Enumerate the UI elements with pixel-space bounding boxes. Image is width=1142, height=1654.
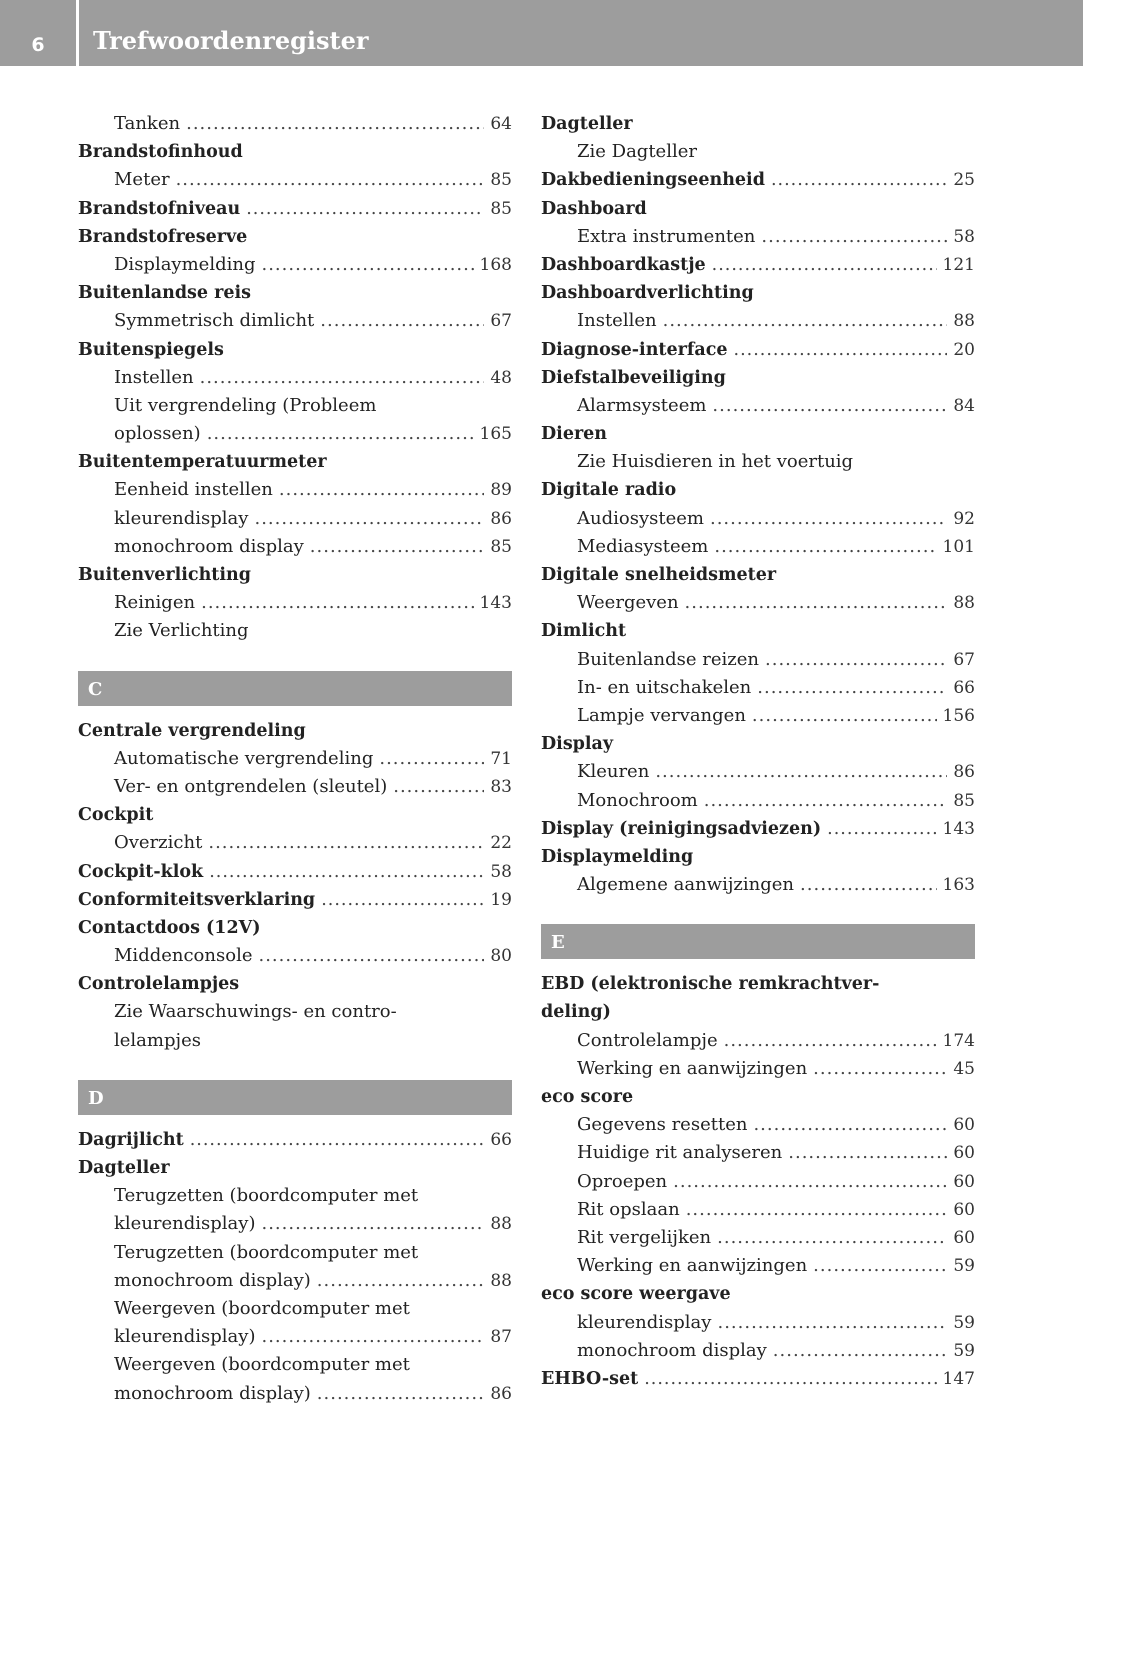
page-reference: 83 xyxy=(490,776,512,797)
entry-text: Kleuren xyxy=(577,761,650,783)
page-reference: 85 xyxy=(490,198,512,219)
index-subentry xyxy=(78,505,512,533)
index-subentry xyxy=(541,589,975,617)
dot-leader xyxy=(190,1126,484,1154)
page-reference: 85 xyxy=(490,170,512,191)
dot-leader xyxy=(717,1224,947,1252)
entry-text: Brandstofniveau xyxy=(78,198,241,219)
entry-text: Ver- en ontgrendelen (sleutel) xyxy=(114,775,388,797)
dot-leader xyxy=(800,871,937,899)
index-subentry xyxy=(541,646,975,674)
page-reference: 59 xyxy=(953,1312,975,1333)
page-reference: 88 xyxy=(953,593,975,614)
page-reference: 143 xyxy=(479,593,512,614)
dot-leader xyxy=(200,364,484,392)
index-subentry xyxy=(541,1224,975,1252)
entry-text: deling) xyxy=(541,1002,611,1023)
page-reference: 58 xyxy=(490,861,512,882)
dot-leader xyxy=(752,702,937,730)
index-subentry xyxy=(78,476,512,504)
index-entry xyxy=(78,138,512,166)
entry-text: Cockpit xyxy=(78,805,154,826)
index-entry xyxy=(541,110,975,138)
dot-leader xyxy=(712,251,937,279)
dot-leader xyxy=(714,533,936,561)
index-entry xyxy=(78,195,512,223)
index-subentry xyxy=(78,533,512,561)
entry-text: Zie Dagteller xyxy=(577,141,697,163)
section-letter-header: D xyxy=(78,1080,512,1115)
entry-text: Werking en aanwijzingen xyxy=(577,1057,808,1079)
page-reference: 60 xyxy=(953,1115,975,1136)
dot-leader xyxy=(320,307,484,335)
index-entry xyxy=(78,223,512,251)
index-subentry xyxy=(78,420,512,448)
entry-text: Dieren xyxy=(541,424,608,445)
dot-leader xyxy=(788,1139,947,1167)
entry-text: Buitenlandse reizen xyxy=(577,648,760,670)
index-entry xyxy=(78,561,512,589)
index-entry xyxy=(541,617,975,645)
index-entry xyxy=(541,561,975,589)
index-entry xyxy=(78,970,512,998)
page-reference: 92 xyxy=(953,508,975,529)
entry-text: Buitenverlichting xyxy=(78,565,251,585)
page-reference: 147 xyxy=(942,1368,975,1389)
page-reference: 174 xyxy=(942,1030,975,1051)
index-subentry xyxy=(541,1337,975,1365)
dot-leader xyxy=(279,476,484,504)
index-entry xyxy=(541,1083,975,1111)
dot-leader xyxy=(207,420,474,448)
index-subentry xyxy=(78,998,512,1026)
index-entry xyxy=(78,914,512,942)
index-subentry xyxy=(78,773,512,801)
page-reference: 59 xyxy=(953,1256,975,1277)
section-letter-header: C xyxy=(78,671,512,706)
page-reference: 22 xyxy=(490,833,512,854)
page-reference: 80 xyxy=(490,946,512,967)
index-entry xyxy=(541,970,975,998)
index-subentry xyxy=(78,1267,512,1295)
entry-text: Dagteller xyxy=(78,1158,170,1178)
dot-leader xyxy=(685,589,947,617)
index-entry xyxy=(78,1126,512,1154)
entry-text: Tanken xyxy=(114,113,181,134)
dot-leader xyxy=(261,251,473,279)
page-reference: 60 xyxy=(953,1199,975,1220)
entry-text: Diefstalbeveiliging xyxy=(541,367,726,388)
page-reference: 86 xyxy=(490,508,512,529)
index-subentry xyxy=(541,448,975,476)
index-subentry xyxy=(541,871,975,899)
entry-text: Audiosysteem xyxy=(577,507,704,529)
entry-text: Instellen xyxy=(577,310,657,332)
index-entry xyxy=(541,336,975,364)
page-reference: 67 xyxy=(490,311,512,332)
entry-text: Middenconsole xyxy=(114,945,253,967)
page-reference: 121 xyxy=(942,254,975,275)
page-reference: 19 xyxy=(490,889,512,910)
entry-text: Terugzetten (boordcomputer met xyxy=(114,1241,419,1263)
dot-leader xyxy=(765,646,947,674)
index-entry xyxy=(541,166,975,194)
entry-text: EHBO-set xyxy=(541,1368,639,1389)
index-subentry xyxy=(78,745,512,773)
index-subentry xyxy=(541,702,975,730)
index-column-right xyxy=(541,110,975,1393)
entry-text: Dakbedieningseenheid xyxy=(541,170,765,191)
entry-text: Terugzetten (boordcomputer met xyxy=(114,1185,419,1207)
page-reference: 101 xyxy=(942,536,975,557)
dot-leader xyxy=(310,533,484,561)
entry-text: eco score weergave xyxy=(541,1284,731,1305)
dot-leader xyxy=(317,1380,484,1408)
index-subentry xyxy=(541,1027,975,1055)
entry-text: kleurendisplay xyxy=(114,507,249,529)
dot-leader xyxy=(655,758,947,786)
dot-leader xyxy=(258,942,484,970)
index-subentry xyxy=(78,589,512,617)
index-entry xyxy=(78,801,512,829)
entry-text: Rit opslaan xyxy=(577,1198,680,1220)
dot-leader xyxy=(663,307,947,335)
dot-leader xyxy=(761,223,947,251)
header-divider xyxy=(76,0,79,66)
page-title: Trefwoordenregister xyxy=(93,26,369,55)
entry-text: Zie Waarschuwings- en contro- xyxy=(114,1001,397,1023)
index-subentry xyxy=(78,1380,512,1408)
entry-text: Lampje vervangen xyxy=(577,704,746,726)
entry-text: Contactdoos (12V) xyxy=(78,917,261,938)
entry-text: Centrale vergrendeling xyxy=(78,720,306,741)
entry-text: Cockpit-klok xyxy=(78,861,204,882)
dot-leader xyxy=(321,886,484,914)
index-subentry xyxy=(541,533,975,561)
entry-text: Symmetrisch dimlicht xyxy=(114,310,315,332)
dot-leader xyxy=(724,1027,937,1055)
page-reference: 71 xyxy=(490,748,512,769)
entry-text: Buitenspiegels xyxy=(78,339,224,360)
entry-text: Digitale snelheidsmeter xyxy=(541,565,777,585)
entry-text: Buitentemperatuurmeter xyxy=(78,452,327,473)
entry-text: Weergeven xyxy=(577,592,679,614)
index-subentry xyxy=(541,392,975,420)
index-entry xyxy=(78,448,512,476)
entry-text: Brandstofreserve xyxy=(78,226,248,247)
page-reference: 85 xyxy=(490,536,512,557)
dot-leader xyxy=(771,166,947,194)
page-reference: 66 xyxy=(490,1129,512,1150)
index-entry xyxy=(541,195,975,223)
index-subentry xyxy=(541,1252,975,1280)
index-entry xyxy=(541,420,975,448)
dot-leader xyxy=(673,1168,947,1196)
page-reference: 60 xyxy=(953,1171,975,1192)
entry-text: Displaymelding xyxy=(114,253,256,275)
entry-text: Huidige rit analyseren xyxy=(577,1142,783,1164)
page-reference: 25 xyxy=(953,170,975,191)
index-subentry xyxy=(78,1351,512,1379)
entry-text: oplossen) xyxy=(114,423,201,445)
index-subentry xyxy=(541,223,975,251)
dot-leader xyxy=(261,1323,484,1351)
dot-leader xyxy=(717,1309,947,1337)
index-subentry xyxy=(541,1309,975,1337)
entry-text: Algemene aanwijzingen xyxy=(577,874,795,896)
index-subentry xyxy=(541,505,975,533)
entry-text: Zie Huisdieren in het voertuig xyxy=(577,451,854,473)
page-reference: 85 xyxy=(953,790,975,811)
page-reference: 58 xyxy=(953,226,975,247)
index-subentry xyxy=(541,674,975,702)
index-entry xyxy=(541,815,975,843)
entry-text: Digitale radio xyxy=(541,480,677,501)
dot-leader xyxy=(712,392,947,420)
entry-text: Mediasysteem xyxy=(577,535,709,557)
index-entry xyxy=(78,336,512,364)
entry-text: Display xyxy=(541,734,614,755)
page-reference: 48 xyxy=(490,367,512,388)
entry-text: Alarmsysteem xyxy=(577,394,707,416)
dot-leader xyxy=(710,505,947,533)
index-subentry xyxy=(78,617,512,645)
index-subentry xyxy=(78,1295,512,1323)
index-subentry xyxy=(78,166,512,194)
dot-leader xyxy=(186,110,484,138)
index-subentry xyxy=(541,1168,975,1196)
dot-leader xyxy=(254,505,484,533)
page-reference: 165 xyxy=(479,424,512,445)
index-entry xyxy=(541,843,975,871)
dot-leader xyxy=(201,589,473,617)
index-subentry xyxy=(541,1111,975,1139)
entry-text: Weergeven (boordcomputer met xyxy=(114,1354,410,1376)
index-subentry xyxy=(78,942,512,970)
dot-leader xyxy=(813,1252,947,1280)
page-reference: 20 xyxy=(953,339,975,360)
entry-text: kleurendisplay) xyxy=(114,1213,256,1235)
section-letter-header: E xyxy=(541,924,975,959)
entry-text: monochroom display) xyxy=(114,1382,311,1404)
page-reference: 163 xyxy=(942,875,975,896)
entry-text: monochroom display xyxy=(114,535,304,557)
entry-text: Dimlicht xyxy=(541,621,627,642)
page-reference: 59 xyxy=(953,1340,975,1361)
entry-text: eco score xyxy=(541,1087,634,1107)
entry-text: Instellen xyxy=(114,366,194,388)
index-subentry xyxy=(78,1182,512,1210)
entry-text: kleurendisplay) xyxy=(114,1326,256,1348)
dot-leader xyxy=(393,773,484,801)
page-reference: 64 xyxy=(490,114,512,134)
page-reference: 89 xyxy=(490,480,512,501)
index-subentry xyxy=(78,307,512,335)
index-entry xyxy=(541,279,975,307)
entry-text: Monochroom xyxy=(577,789,698,811)
entry-text: Overzicht xyxy=(114,832,203,854)
index-entry xyxy=(541,476,975,504)
dot-leader xyxy=(379,745,484,773)
page-reference: 88 xyxy=(953,311,975,332)
dot-leader xyxy=(734,336,947,364)
entry-text: Werking en aanwijzingen xyxy=(577,1255,808,1277)
page-reference: 86 xyxy=(953,762,975,783)
entry-text: Reinigen xyxy=(114,592,196,614)
dot-leader xyxy=(686,1196,947,1224)
page-reference: 84 xyxy=(953,395,975,416)
entry-text: Gegevens resetten xyxy=(577,1114,748,1136)
page-reference: 88 xyxy=(490,1270,512,1291)
entry-text: Eenheid instellen xyxy=(114,479,273,501)
index-subentry xyxy=(541,1196,975,1224)
entry-text: Uit vergrendeling (Probleem xyxy=(114,394,377,416)
entry-text: Controlelampjes xyxy=(78,974,240,995)
dot-leader xyxy=(753,1111,947,1139)
entry-text: monochroom display xyxy=(577,1339,767,1361)
index-entry xyxy=(78,858,512,886)
index-subentry xyxy=(78,364,512,392)
entry-text: Displaymelding xyxy=(541,846,694,867)
entry-text: lelampjes xyxy=(114,1029,201,1051)
index-subentry xyxy=(541,1139,975,1167)
entry-text: Extra instrumenten xyxy=(577,225,756,247)
entry-text: Automatische vergrendeling xyxy=(114,747,374,769)
index-subentry xyxy=(78,110,512,138)
entry-text: Buitenlandse reis xyxy=(78,283,251,304)
page-reference: 88 xyxy=(490,1214,512,1235)
entry-text: In- en uitschakelen xyxy=(577,676,752,698)
page-reference: 60 xyxy=(953,1227,975,1248)
dot-leader xyxy=(644,1365,936,1393)
entry-text: Conformiteitsverklaring xyxy=(78,889,316,910)
page-reference: 45 xyxy=(953,1058,975,1079)
entry-text: Zie Verlichting xyxy=(114,620,249,642)
page-reference: 66 xyxy=(953,677,975,698)
entry-text: Meter xyxy=(114,169,170,191)
dot-leader xyxy=(246,195,484,223)
index-subentry xyxy=(78,1323,512,1351)
page-reference: 143 xyxy=(942,818,975,839)
dot-leader xyxy=(317,1267,484,1295)
index-entry xyxy=(541,998,975,1026)
page-reference: 67 xyxy=(953,649,975,670)
index-subentry xyxy=(78,1027,512,1055)
index-entry xyxy=(541,1365,975,1393)
index-entry xyxy=(78,1154,512,1182)
index-entry xyxy=(541,251,975,279)
dot-leader xyxy=(176,166,484,194)
index-column-left xyxy=(78,110,512,1408)
page-reference: 87 xyxy=(490,1327,512,1348)
page-reference: 168 xyxy=(479,254,512,275)
dot-leader xyxy=(773,1337,947,1365)
index-entry xyxy=(541,1280,975,1308)
dot-leader xyxy=(757,674,947,702)
dot-leader xyxy=(813,1055,947,1083)
index-entry xyxy=(78,279,512,307)
index-entry xyxy=(78,886,512,914)
index-subentry xyxy=(541,758,975,786)
index-subentry xyxy=(541,307,975,335)
index-subentry xyxy=(541,138,975,166)
index-entry xyxy=(78,717,512,745)
entry-text: Dashboardverlichting xyxy=(541,283,754,304)
page-number: 6 xyxy=(31,34,45,56)
dot-leader xyxy=(208,829,484,857)
entry-text: Dashboard xyxy=(541,198,647,219)
index-subentry xyxy=(78,829,512,857)
entry-text: Rit vergelijken xyxy=(577,1226,712,1248)
entry-text: Dagteller xyxy=(541,114,633,134)
entry-text: monochroom display) xyxy=(114,1269,311,1291)
dot-leader xyxy=(261,1210,484,1238)
entry-text: Brandstofinhoud xyxy=(78,142,243,163)
dot-leader xyxy=(209,858,484,886)
index-subentry xyxy=(541,787,975,815)
page-reference: 60 xyxy=(953,1143,975,1164)
index-entry xyxy=(541,364,975,392)
dot-leader xyxy=(704,787,947,815)
entry-text: Dagrijlicht xyxy=(78,1129,184,1150)
entry-text: kleurendisplay xyxy=(577,1311,712,1333)
index-subentry xyxy=(78,1210,512,1238)
entry-text: Display (reinigingsadviezen) xyxy=(541,818,822,839)
entry-text: Dashboardkastje xyxy=(541,254,706,275)
index-subentry xyxy=(78,1239,512,1267)
index-subentry xyxy=(78,392,512,420)
page-reference: 86 xyxy=(490,1383,512,1404)
page-header xyxy=(0,0,1083,66)
index-subentry xyxy=(78,251,512,279)
entry-text: EBD (elektronische remkrachtver- xyxy=(541,974,880,995)
dot-leader xyxy=(827,815,936,843)
entry-text: Controlelampje xyxy=(577,1029,718,1051)
page-reference: 156 xyxy=(942,705,975,726)
entry-text: Weergeven (boordcomputer met xyxy=(114,1297,410,1319)
index-subentry xyxy=(541,1055,975,1083)
entry-text: Oproepen xyxy=(577,1170,668,1192)
index-entry xyxy=(541,730,975,758)
entry-text: Diagnose-interface xyxy=(541,339,728,360)
